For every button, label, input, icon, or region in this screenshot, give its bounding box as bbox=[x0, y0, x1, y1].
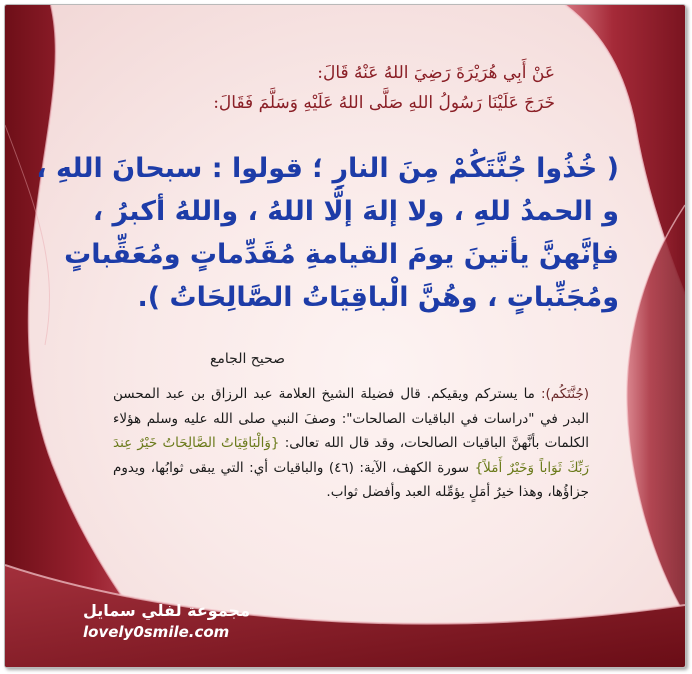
explanation-part-1: ما يستركم ويقيكم. قال فضيلة الشيخ العلامة عبد الرزاق بن عبد المحسن البدر في "دراسات في الباقيات الصالحات": وصفَ النبي صلى الله عليه وسلم هؤلاء الكلمات بأنَّهنَّ الباقيات الصالحات، وقد قال الله تعالى: bbox=[113, 386, 589, 451]
brand-name-arabic: مجموعة لفلي سمايل bbox=[83, 601, 250, 620]
hadith-line-1: ( خُذُوا جُنَّتَكُمْ مِنَ النارِ ؛ قولوا : سبحانَ اللهِ ، bbox=[36, 153, 619, 184]
explanation-paragraph bbox=[113, 382, 589, 505]
brand-website[interactable]: lovely0smile.com bbox=[83, 623, 230, 641]
card bbox=[4, 4, 686, 668]
content-area bbox=[5, 5, 685, 667]
hadith-line-2: و الحمدُ للهِ ، ولا إلهَ إلَّا اللهُ ، واللهُ أكبرُ ، bbox=[92, 196, 619, 227]
narration-line-2: خَرَجَ عَلَيْنَا رَسُولُ اللهِ صَلَّى اللهُ عَلَيْهِ وَسَلَّمَ فَقَالَ: bbox=[213, 93, 555, 113]
explanation-part-2: سورة الكهف، الآية: (٤٦) والباقيات أي: التي يبقى ثوابُها، ويدوم جزاؤُها، وهذا خيرُ أمَلٍ يؤمِّله العبد وأفضل ثواب. bbox=[113, 459, 589, 500]
hadith-source: صحيح الجامع bbox=[209, 351, 285, 367]
explanation-term: (جُنَّتَكُم): bbox=[540, 386, 589, 402]
hadith-line-4: ومُجَنِّباتٍ ، وهُنَّ الْباقِيَاتُ الصَّالِحَاتُ ). bbox=[137, 282, 619, 313]
hadith-text bbox=[36, 147, 619, 319]
narration-line-1: عَنْ أَبِي هُرَيْرَةَ رَضِيَ اللهُ عَنْهُ قَالَ: bbox=[317, 63, 555, 83]
quran-verse: {وَالْبَاقِيَاتُ الصَّالِحَاتُ خَيْرٌ عِندَ رَبِّكَ ثَوَاباً وَخَيْرٌ أَمَلاً} bbox=[113, 435, 589, 476]
hadith-line-3: فإنَّهنَّ يأتينَ يومَ القيامةِ مُقَدِّماتٍ ومُعَقِّباتٍ bbox=[64, 239, 619, 270]
